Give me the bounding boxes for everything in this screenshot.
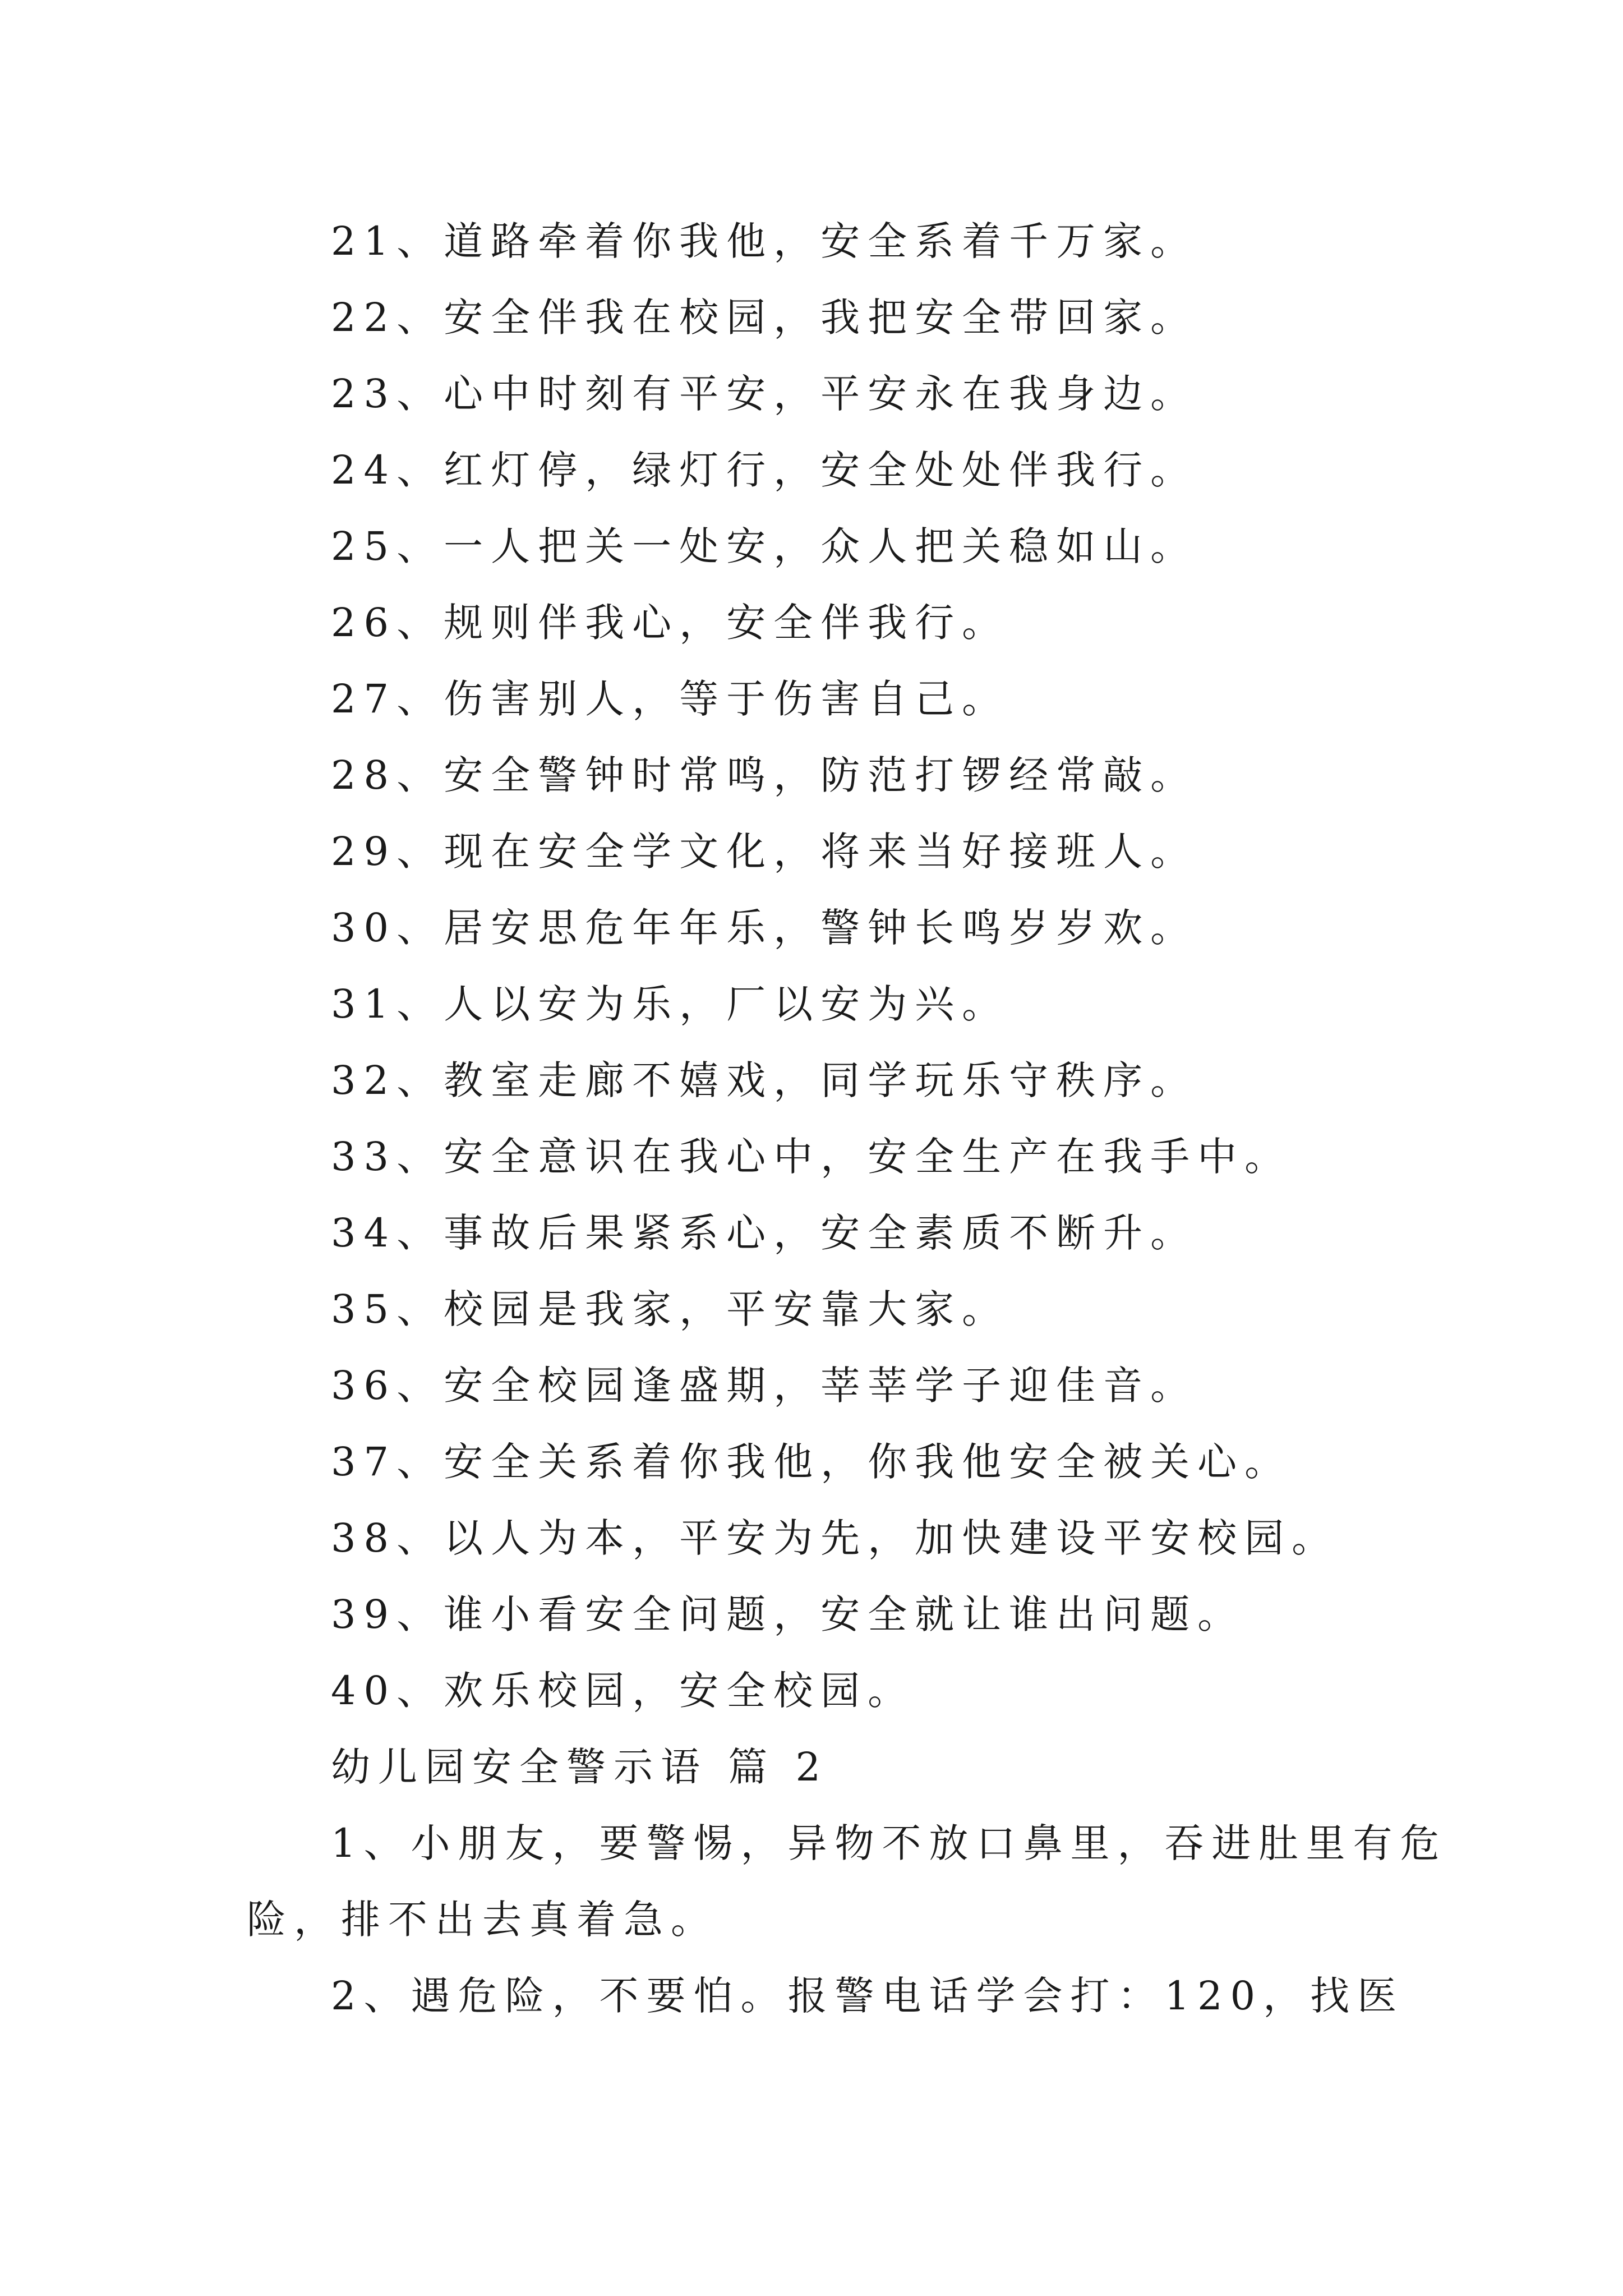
slogan-line: 38、以人为本，平安为先，加快建设平安校园。: [331, 1515, 1339, 1561]
slogan-line: 28、安全警钟时常鸣，防范打锣经常敲。: [331, 752, 1198, 798]
paragraph-line: 2、遇危险，不要怕。报警电话学会打：120，找医: [331, 1973, 1405, 2019]
slogan-line: 22、安全伴我在校园，我把安全带回家。: [331, 295, 1198, 341]
slogan-line: 26、规则伴我心，安全伴我行。: [331, 600, 1009, 646]
slogan-line: 32、教室走廊不嬉戏，同学玩乐守秩序。: [331, 1057, 1198, 1103]
paragraph-line: 险，排不出去真着急。: [247, 1897, 718, 1943]
slogan-line: 40、欢乐校园，安全校园。: [331, 1668, 915, 1714]
slogan-line: 24、红灯停，绿灯行，安全处处伴我行。: [331, 447, 1198, 493]
section-heading: 幼儿园安全警示语 篇 2: [331, 1744, 829, 1790]
slogan-line: 33、安全意识在我心中，安全生产在我手中。: [331, 1134, 1292, 1180]
slogan-line: 34、事故后果紧系心，安全素质不断升。: [331, 1210, 1198, 1256]
slogan-line: 39、谁小看安全问题，安全就让谁出问题。: [331, 1591, 1245, 1637]
slogan-line: 25、一人把关一处安，众人把关稳如山。: [331, 523, 1198, 569]
paragraph-line: 1、小朋友，要警惕，异物不放口鼻里，吞进肚里有危: [331, 1820, 1447, 1866]
slogan-line: 36、安全校园逢盛期，莘莘学子迎佳音。: [331, 1363, 1198, 1409]
slogan-line: 23、心中时刻有平安，平安永在我身边。: [331, 371, 1198, 417]
slogan-line: 27、伤害别人，等于伤害自己。: [331, 676, 1009, 722]
slogan-line: 31、人以安为乐，厂以安为兴。: [331, 981, 1009, 1027]
slogan-line: 29、现在安全学文化，将来当好接班人。: [331, 829, 1198, 875]
slogan-line: 35、校园是我家，平安靠大家。: [331, 1286, 1009, 1332]
slogan-line: 21、道路牵着你我他，安全系着千万家。: [331, 218, 1198, 264]
slogan-line: 30、居安思危年年乐，警钟长鸣岁岁欢。: [331, 905, 1198, 951]
slogan-line: 37、安全关系着你我他，你我他安全被关心。: [331, 1439, 1292, 1485]
